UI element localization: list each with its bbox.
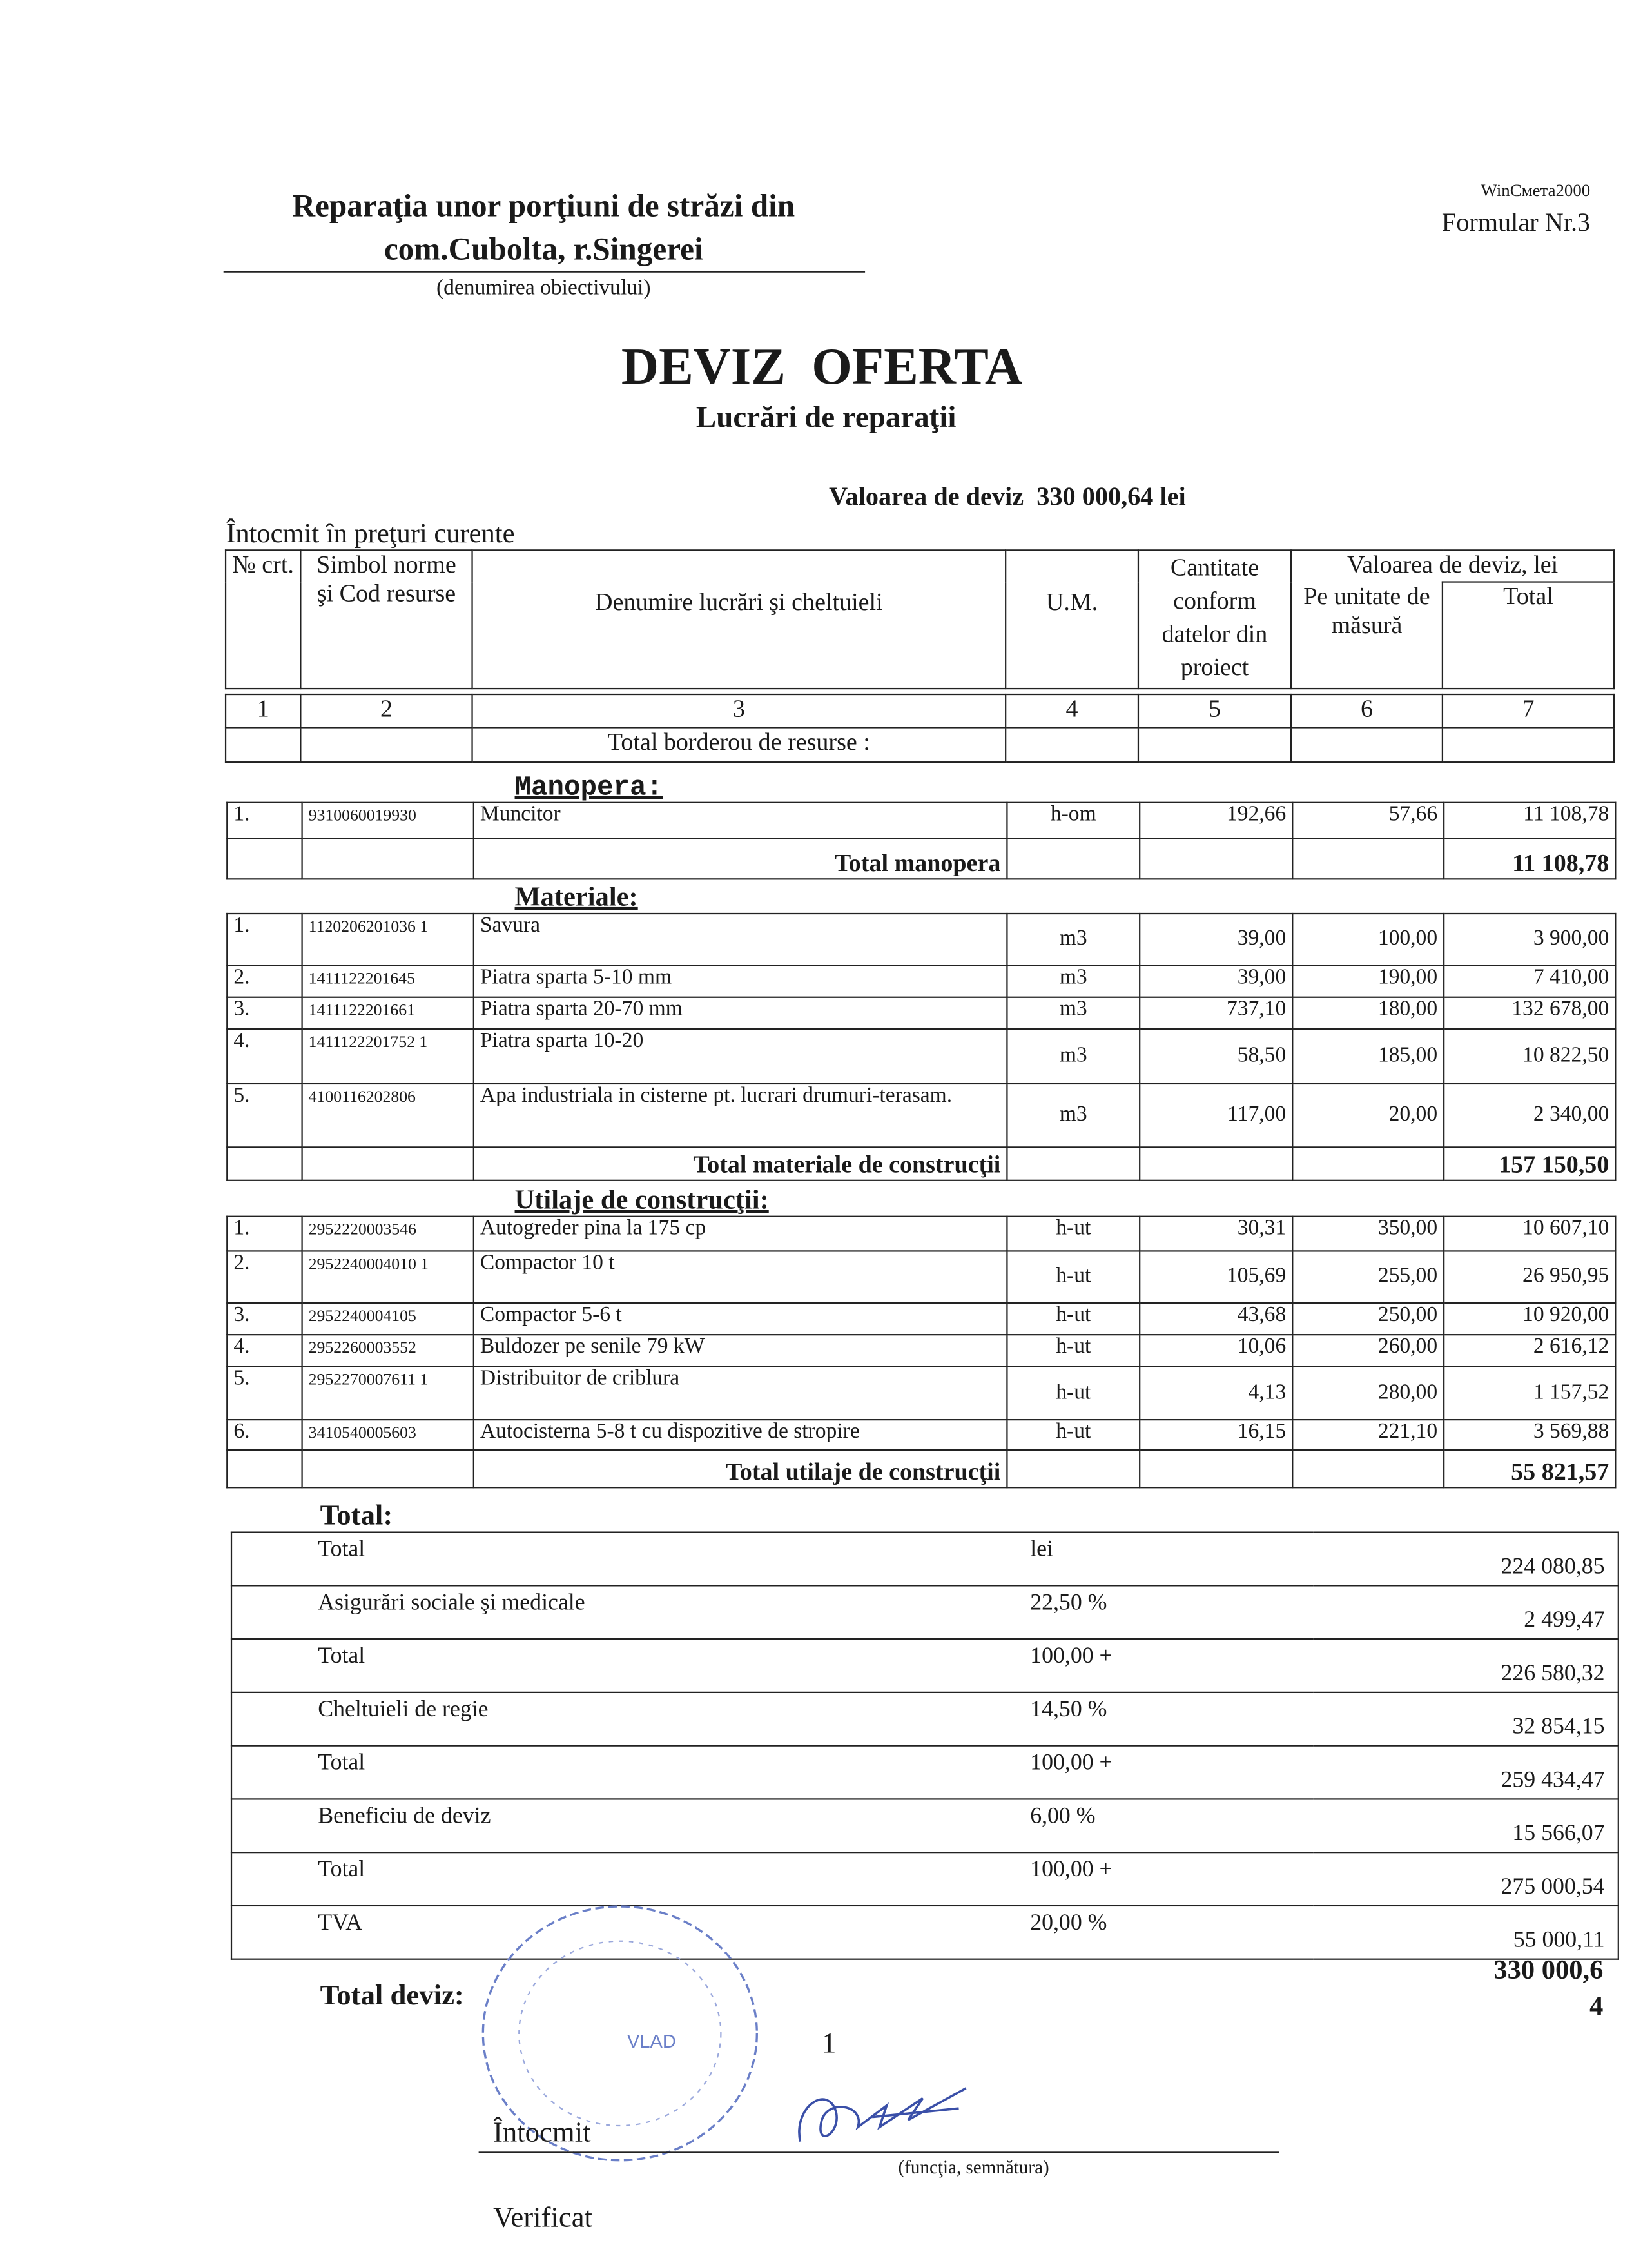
cell-name: Apa industriala in cisterne pt. lucrari drumuri-terasam. [474,1084,1007,1147]
cell-name: Compactor 5-6 t [474,1303,1007,1335]
cell-name: Savura [474,914,1007,966]
cell-code: 9310060019930 [302,803,474,839]
totals-value: 15 566,07 [1313,1799,1618,1852]
totals-label: Asigurări sociale şi medicale [312,1585,1024,1639]
totals-row [231,1852,1618,1906]
object-title-line2: com.Cubolta, r.Singerei [384,230,703,267]
column-number: 5 [1138,694,1291,727]
cell-nr: 3. [227,1303,302,1335]
cell-total: 2 340,00 [1444,1084,1615,1147]
cell-um: h-om [1007,803,1140,839]
cell-qty: 737,10 [1140,997,1292,1029]
section-title: Materiale: [514,882,638,913]
grand-total-label: Total deviz: [320,1980,464,2012]
totals-row [231,1692,1618,1746]
column-number: 1 [226,694,300,727]
totals-label: TVA [312,1906,1024,1959]
cell-code: 2952220003546 [302,1217,474,1251]
col-value-group-header: Valoarea de deviz, lei [1291,550,1614,582]
empty-cell [1292,1450,1444,1487]
cell-qty: 43,68 [1140,1303,1292,1335]
cell-um: m3 [1007,1029,1140,1084]
totals-label: Total [312,1746,1024,1799]
column-numbers-table [225,694,1615,763]
table-row [227,1217,1615,1251]
cell-nr: 4. [227,1029,302,1084]
cell-unit: 180,00 [1292,997,1444,1029]
cell-um: m3 [1007,914,1140,966]
section-table [226,913,1616,1181]
totals-row [231,1799,1618,1852]
table-row [227,1366,1615,1420]
totals-row [231,1533,1618,1586]
cell-um: m3 [1007,997,1140,1029]
cell-name: Autogreder pina la 175 cp [474,1217,1007,1251]
cell-nr: 2. [227,1251,302,1303]
cell-code: 1411122201752 1 [302,1029,474,1084]
cell-um: h-ut [1007,1251,1140,1303]
totals-row [231,1906,1618,1959]
empty-cell [1140,839,1292,879]
empty-cell [231,1639,312,1692]
empty-cell [227,1450,302,1487]
page-number: 1 [821,2027,837,2060]
header-table [225,549,1615,689]
empty-cell [302,1147,474,1180]
cell-qty: 16,15 [1140,1420,1292,1450]
table-row [227,1084,1615,1147]
table-row [227,966,1615,997]
totals-label: Total [312,1852,1024,1906]
cell-qty: 117,00 [1140,1084,1292,1147]
totals-row [231,1639,1618,1692]
section-total-value: 157 150,50 [1444,1147,1615,1180]
empty-cell [1007,1147,1140,1180]
cell-total: 10 822,50 [1444,1029,1615,1084]
totals-label: Total [312,1533,1024,1586]
cell-unit: 20,00 [1292,1084,1444,1147]
cell-unit: 221,10 [1292,1420,1444,1450]
cell-nr: 6. [227,1420,302,1450]
totals-title: Total: [320,1500,393,1532]
table-row [227,997,1615,1029]
cell-code: 1411122201645 [302,966,474,997]
cell-code: 3410540005603 [302,1420,474,1450]
cell-total: 3 569,88 [1444,1420,1615,1450]
totals-label: Beneficiu de deviz [312,1799,1024,1852]
section-total-label: Total materiale de construcţii [474,1147,1007,1180]
totals-value: 275 000,54 [1313,1852,1618,1906]
column-number: 3 [472,694,1006,727]
totals-value: 259 434,47 [1313,1746,1618,1799]
cell-um: h-ut [1007,1420,1140,1450]
totals-pct: 6,00 % [1024,1799,1312,1852]
empty-cell [1140,1147,1292,1180]
empty-cell [302,839,474,879]
prices-note: Întocmit în preţuri curente [226,519,515,550]
cell-total: 10 607,10 [1444,1217,1615,1251]
verified-label: Verificat [492,2202,593,2234]
cell-name: Piatra sparta 20-70 mm [474,997,1007,1029]
section-table [226,802,1616,880]
signature-line [479,2151,1279,2153]
object-caption: (denumirea obiectivului) [436,277,651,300]
cell-unit: 350,00 [1292,1217,1444,1251]
totals-value: 55 000,11 [1313,1906,1618,1959]
cell-unit: 280,00 [1292,1366,1444,1420]
totals-pct: 100,00 + [1024,1852,1312,1906]
totals-label: Total [312,1639,1024,1692]
column-number: 4 [1006,694,1138,727]
cell-total: 1 157,52 [1444,1366,1615,1420]
empty-cell [1292,1147,1444,1180]
cell-um: h-ut [1007,1366,1140,1420]
section-table [226,1216,1616,1489]
cell-um: h-ut [1007,1303,1140,1335]
cell-nr: 1. [227,914,302,966]
empty-cell [231,1585,312,1639]
cell-name: Distribuitor de criblura [474,1366,1007,1420]
cell-qty: 58,50 [1140,1029,1292,1084]
empty-cell [302,1450,474,1487]
cell-code: 2952240004010 1 [302,1251,474,1303]
totals-value: 226 580,32 [1313,1639,1618,1692]
title-underline [224,271,865,273]
cell-total: 26 950,95 [1444,1251,1615,1303]
cell-unit: 57,66 [1292,803,1444,839]
cell-total: 11 108,78 [1444,803,1615,839]
empty-cell [227,1147,302,1180]
empty-cell [231,1906,312,1959]
empty-cell [231,1746,312,1799]
form-number: Formular Nr.3 [1441,208,1591,237]
cell-um: h-ut [1007,1217,1140,1251]
table-row [227,1029,1615,1084]
cell-code: 2952260003552 [302,1335,474,1366]
section-title: Manopera: [514,771,663,803]
cell-code: 2952240004105 [302,1303,474,1335]
cell-name: Buldozer pe senile 79 kW [474,1335,1007,1366]
totals-value: 32 854,15 [1313,1692,1618,1746]
table-row [227,1251,1615,1303]
cell-qty: 39,00 [1140,966,1292,997]
cell-name: Piatra sparta 10-20 [474,1029,1007,1084]
cell-unit: 260,00 [1292,1335,1444,1366]
table-row [227,1335,1615,1366]
table-row [227,914,1615,966]
signature-caption: (funcţia, semnătura) [898,2156,1049,2178]
col-qty-header: Cantitate conform datelor din proiect [1138,550,1291,689]
object-title-line1: Reparaţia unor porţiuni de străzi din [292,187,795,224]
estimate-value: Valoarea de deviz 330 000,64 lei [829,482,1186,511]
totals-row [231,1585,1618,1639]
cell-code: 1120206201036 1 [302,914,474,966]
cell-nr: 3. [227,997,302,1029]
cell-total: 2 616,12 [1444,1335,1615,1366]
column-number: 6 [1291,694,1443,727]
cell-nr: 5. [227,1366,302,1420]
empty-cell [1007,1450,1140,1487]
cell-unit: 185,00 [1292,1029,1444,1084]
totals-pct: 100,00 + [1024,1639,1312,1692]
grand-total-value-cont: 4 [1589,1992,1604,2022]
empty-cell [1140,1450,1292,1487]
cell-code: 2952270007611 1 [302,1366,474,1420]
cell-um: m3 [1007,966,1140,997]
col-um-header: U.M. [1006,550,1138,689]
section-title: Utilaje de construcţii: [514,1185,769,1216]
empty-cell [1292,839,1444,879]
col-code-header: Simbol norme şi Cod resurse [300,550,472,689]
empty-cell [231,1533,312,1586]
totals-pct: 100,00 + [1024,1746,1312,1799]
empty-cell [231,1799,312,1852]
column-number: 7 [1443,694,1614,727]
cell-unit: 255,00 [1292,1251,1444,1303]
empty-cell [231,1852,312,1906]
section-total-label: Total manopera [474,839,1007,879]
cell-nr: 4. [227,1335,302,1366]
totals-label: Cheltuieli de regie [312,1692,1024,1746]
cell-code: 4100116202806 [302,1084,474,1147]
col-unit-header: Pe unitate de măsură [1291,582,1443,689]
col-nr-header: № crt. [226,550,300,689]
totals-pct: 22,50 % [1024,1585,1312,1639]
cell-name: Piatra sparta 5-10 mm [474,966,1007,997]
totals-value: 224 080,85 [1313,1533,1618,1586]
totals-pct: 14,50 % [1024,1692,1312,1746]
section-total-label: Total utilaje de construcţii [474,1450,1007,1487]
cell-total: 132 678,00 [1444,997,1615,1029]
cell-qty: 105,69 [1140,1251,1292,1303]
cell-name: Compactor 10 t [474,1251,1007,1303]
table-row [227,1303,1615,1335]
cell-total: 10 920,00 [1444,1303,1615,1335]
cell-unit: 190,00 [1292,966,1444,997]
table-row [227,803,1615,839]
borderou-total-label: Total borderou de resurse : [472,727,1006,762]
empty-cell [1007,839,1140,879]
totals-value: 2 499,47 [1313,1585,1618,1639]
grand-total-value: 330 000,6 [1493,1955,1604,1986]
cell-nr: 1. [227,803,302,839]
doc-subtitle: Lucrări de reparaţii [695,399,957,435]
totals-row [231,1746,1618,1799]
cell-name: Autocisterna 5-8 t cu dispozitive de stropire [474,1420,1007,1450]
stamp-text: VLAD [627,2032,676,2053]
cell-code: 1411122201661 [302,997,474,1029]
empty-cell [231,1692,312,1746]
cell-total: 7 410,00 [1444,966,1615,997]
section-total-value: 55 821,57 [1444,1450,1615,1487]
prepared-label: Întocmit [492,2117,591,2149]
cell-unit: 250,00 [1292,1303,1444,1335]
cell-qty: 39,00 [1140,914,1292,966]
cell-qty: 4,13 [1140,1366,1292,1420]
cell-unit: 100,00 [1292,914,1444,966]
doc-title: DEVIZ OFERTA [621,337,1022,395]
cell-nr: 1. [227,1217,302,1251]
cell-nr: 2. [227,966,302,997]
totals-pct: lei [1024,1533,1312,1586]
cell-name: Muncitor [474,803,1007,839]
col-total-header: Total [1443,582,1614,689]
empty-cell [227,839,302,879]
cell-qty: 10,06 [1140,1335,1292,1366]
table-row [227,1420,1615,1450]
cell-qty: 30,31 [1140,1217,1292,1251]
cell-nr: 5. [227,1084,302,1147]
cell-total: 3 900,00 [1444,914,1615,966]
totals-pct: 20,00 % [1024,1906,1312,1959]
totals-table [231,1531,1619,1959]
cell-um: h-ut [1007,1335,1140,1366]
cell-um: m3 [1007,1084,1140,1147]
column-number: 2 [300,694,472,727]
cell-qty: 192,66 [1140,803,1292,839]
software-label: WinСмета2000 [1481,180,1591,201]
section-total-value: 11 108,78 [1444,839,1615,879]
col-name-header: Denumire lucrări şi cheltuieli [472,550,1006,689]
signature-icon [786,2077,973,2156]
